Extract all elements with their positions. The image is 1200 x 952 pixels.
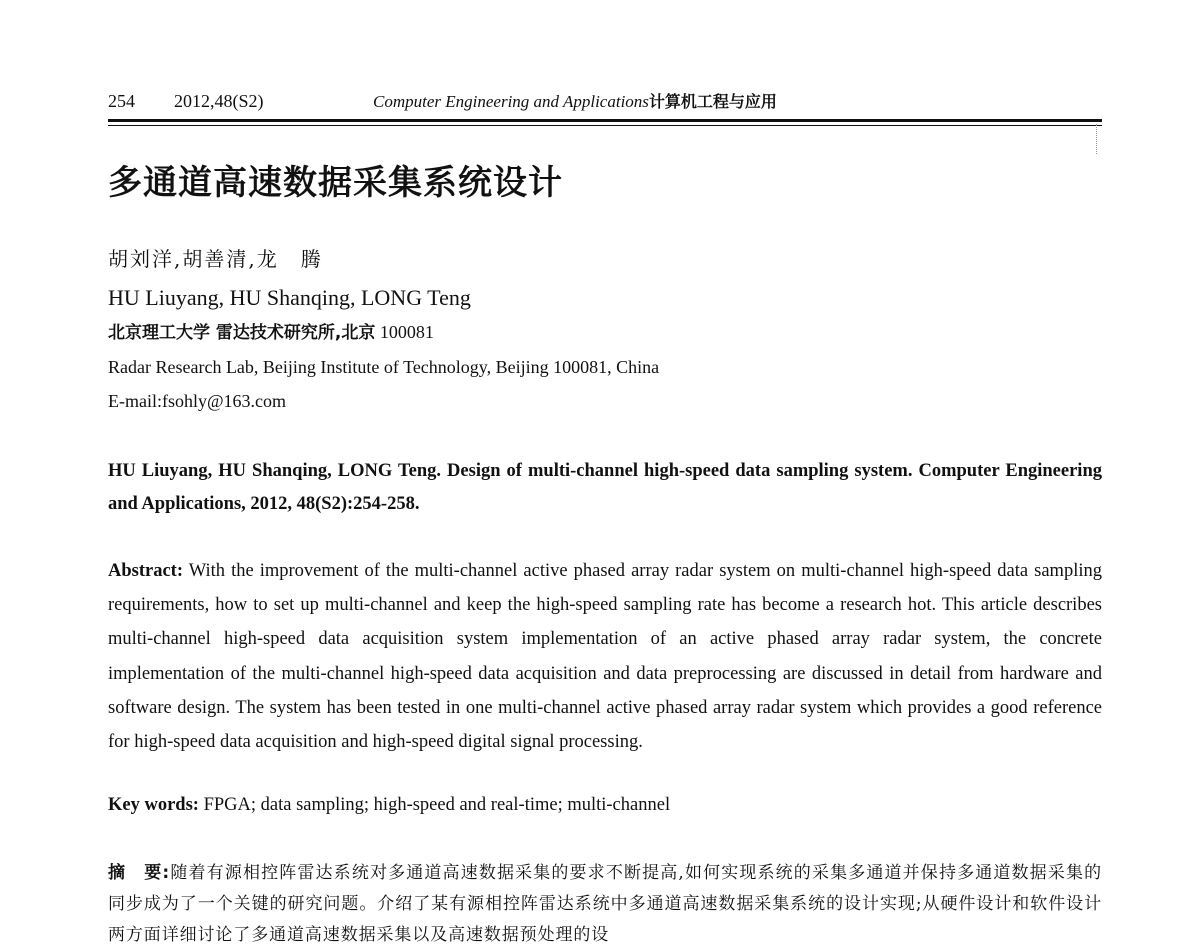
abstract-cn-text: 随着有源相控阵雷达系统对多通道高速数据采集的要求不断提高,如何实现系统的采集多通道并保持多通道数据采集的同步成为了一个关键的研究问题。介绍了某有源相控阵雷达系统中多通道高速数据采集系统的设计实现;从硬件设计和软件设计两方面详细讨论了多通道高速数据采集以及高速数据预处理的设 <box>108 863 1103 945</box>
affiliation-chinese-text: 北京理工大学 雷达技术研究所,北京 <box>108 323 376 343</box>
affiliation-postcode: 100081 <box>379 322 434 342</box>
abstract-cn-label: 摘 要: <box>108 863 171 883</box>
affiliation-chinese <box>108 318 434 347</box>
keywords-text: FPGA; data sampling; high-speed and real-time; multi-channel <box>203 795 671 815</box>
affiliation-english: Radar Research Lab, Beijing Institute of Technology, Beijing 100081, China <box>108 357 660 377</box>
abstract-english <box>108 554 1102 759</box>
author-email: E-mail:fsohly@163.com <box>108 391 287 411</box>
paper-title: 多通道高速数据采集系统设计 <box>108 163 563 203</box>
abstract-label: Abstract: <box>108 561 184 581</box>
issue-info: 2012,48(S2) <box>174 91 264 111</box>
journal-name-cn: 计算机工程与应用 <box>648 92 777 111</box>
authors-chinese: 胡刘洋,胡善清,龙 腾 <box>108 247 323 271</box>
abstract-text: With the improvement of the multi-channel active phased array radar system on multi-channel high-speed data sampling requirements, how to set up multi-channel and keep the high-speed sampling rate has become a research hot. This article describes multi-channel high-speed data acquisition system implementation of an active phased array radar system, the concrete implementation of the multi-channel high-speed data acquisition and data preprocessing are discussed in detail from hardware and software design. The system has been tested in one multi-channel active phased array radar system which provides a good reference for high-speed data acquisition and high-speed digital signal processing. <box>108 561 1102 753</box>
header-rule-thin <box>108 125 1102 126</box>
running-header <box>108 88 1098 114</box>
journal-name-en: Computer Engineering and Applications <box>373 92 649 111</box>
page-edge-mark <box>1096 124 1097 154</box>
keywords-english <box>108 789 1102 822</box>
keywords-label: Key words: <box>108 795 199 815</box>
header-rule-thick <box>108 119 1102 122</box>
abstract-chinese <box>108 858 1102 951</box>
journal-name <box>373 88 777 115</box>
citation: HU Liuyang, HU Shanqing, LONG Teng. Design of multi-channel high-speed data sampling system. Computer Engineering and Applications, 2012, 48(S2):254-258. <box>108 461 1102 514</box>
authors-english: HU Liuyang, HU Shanqing, LONG Teng <box>108 285 471 310</box>
page-number: 254 <box>108 91 135 111</box>
